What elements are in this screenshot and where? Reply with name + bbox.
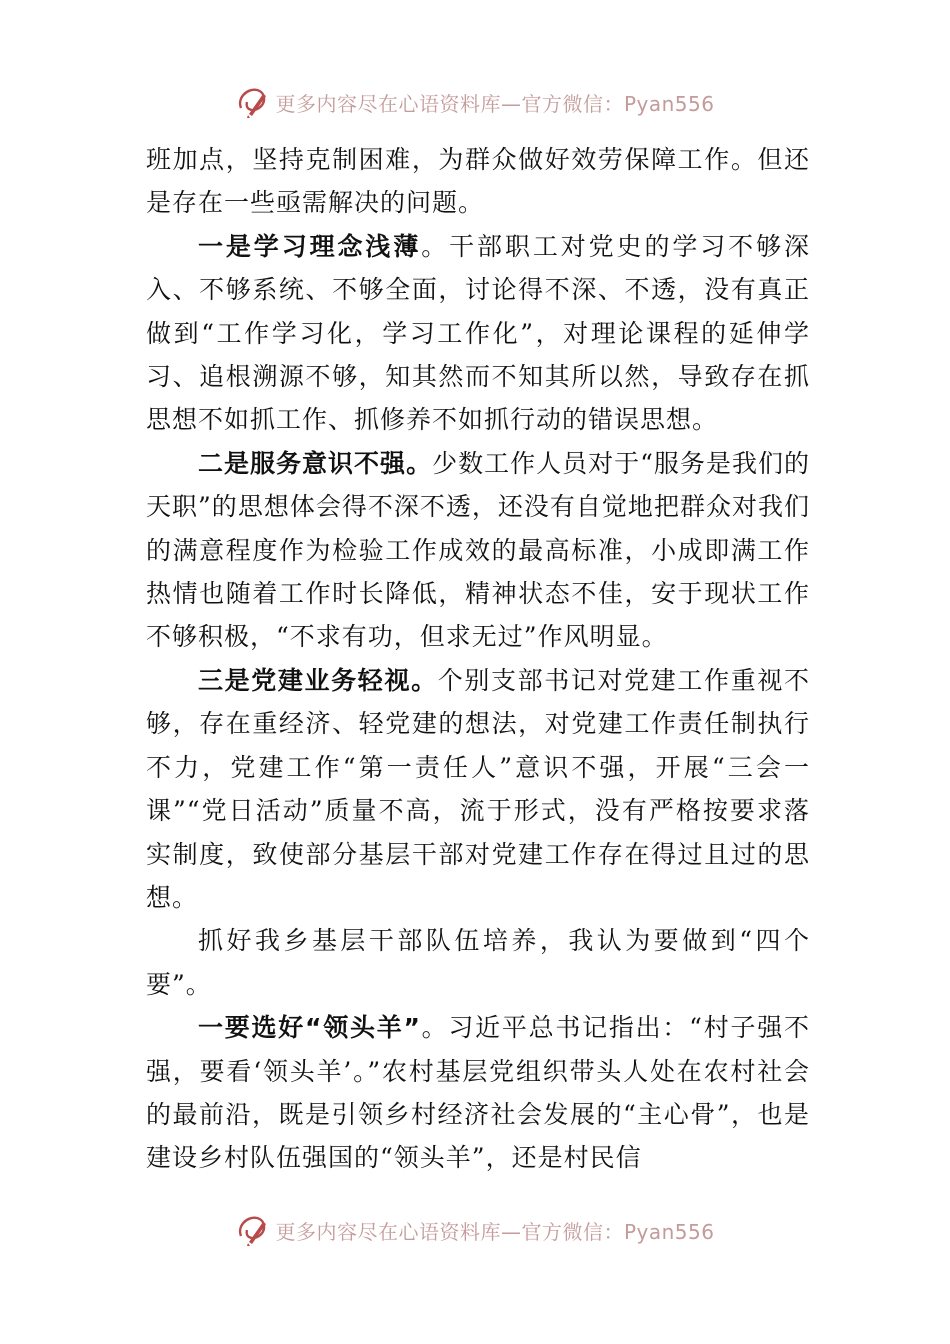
- paragraph-heading: 三是党建业务轻视。: [198, 665, 438, 695]
- watermark-footer: [0, 1210, 950, 1250]
- paragraph-text: 。干部职工对党史的学习不够深入、不够系统、不够全面，讨论得不深、不透，没有真正做到“工作学习化，学习工作化”，对理论课程的延伸学习、追根溯源不够，知其然而不知其所以然，导致存在抓思想不如抓工作、抓修养不如抓行动的错误思想。: [146, 231, 810, 435]
- paragraph-heading: 一要选好“领头羊”: [198, 1013, 421, 1043]
- watermark-text: 更多内容尽在心语资料库—官方微信：Pyan556: [275, 1219, 715, 1244]
- paragraph-text: 班加点，坚持克制困难，为群众做好效劳保障工作。但还是存在一些亟需解决的问题。: [146, 145, 810, 218]
- paragraph-heading: 一是学习理念浅薄: [198, 231, 422, 261]
- paragraph: [146, 442, 810, 659]
- pen-swirl-logo-icon: [235, 84, 271, 120]
- paragraph: [146, 659, 810, 919]
- paragraph-text: 抓好我乡基层干部队伍培养，我认为要做到“四个要”。: [146, 926, 810, 999]
- paragraph: [146, 138, 810, 225]
- paragraph: [146, 919, 810, 1006]
- paragraph-text: 个别支部书记对党建工作重视不够，存在重经济、轻党建的想法，对党建工作责任制执行不力，党建工作“第一责任人”意识不强，开展“三会一课”“党日活动”质量不高，流于形式，没有严格按要求落实制度，致使部分基层干部对党建工作存在得过且过的思想。: [146, 665, 810, 912]
- pen-swirl-logo-icon: [235, 1212, 271, 1248]
- paragraph: [146, 1006, 810, 1180]
- paragraph-heading: 二是服务意识不强。: [198, 448, 433, 478]
- paragraph-text: 。习近平总书记指出：“村子强不强，要看‘领头羊’。”农村基层党组织带头人处在农村社会的最前沿，既是引领乡村经济社会发展的“主心骨”，也是建设乡村队伍强国的“领头羊”，还是村民信: [146, 1013, 810, 1173]
- watermark-header: [0, 82, 950, 122]
- paragraph-text: 少数工作人员对于“服务是我们的天职”的思想体会得不深不透，还没有自觉地把群众对我们的满意程度作为检验工作成效的最高标准，小成即满工作热情也随着工作时长降低，精神状态不佳，安于现状工作不够积极，“不求有功，但求无过”作风明显。: [146, 448, 810, 652]
- watermark-text: 更多内容尽在心语资料库—官方微信：Pyan556: [275, 91, 715, 116]
- paragraph: [146, 225, 810, 442]
- document-body: [146, 138, 810, 1180]
